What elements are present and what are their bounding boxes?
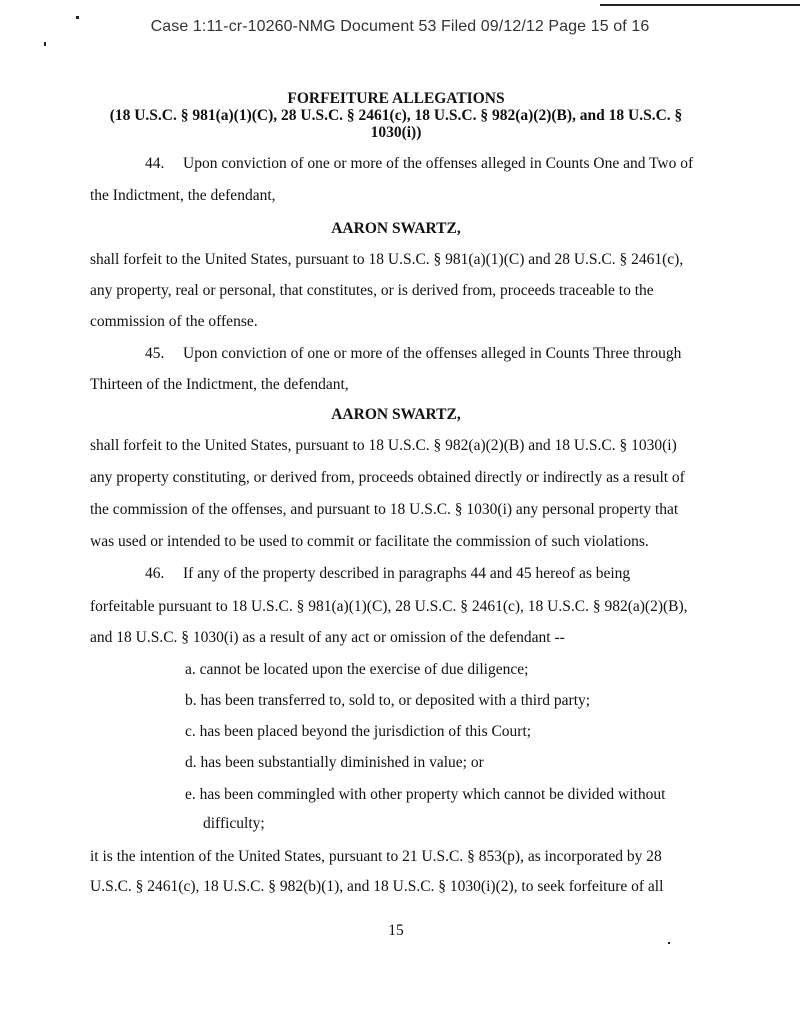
paragraph-44-line: shall forfeit to the United States, pursuant to 18 U.S.C. § 981(a)(1)(C) and 28 U.S.C. § 2461(c),: [90, 251, 684, 268]
defendant-name: AARON SWARTZ,: [331, 220, 461, 237]
list-item: c. has been placed beyond the jurisdiction of this Court;: [185, 723, 532, 740]
paragraph-45-line: shall forfeit to the United States, pursuant to 18 U.S.C. § 982(a)(2)(B) and 18 U.S.C. § 1030(i): [90, 437, 677, 454]
paragraph-45-line: Thirteen of the Indictment, the defendant,: [90, 376, 349, 393]
list-item-continuation: difficulty;: [203, 815, 265, 832]
paragraph-45-line: any property constituting, or derived from, proceeds obtained directly or indirectly as a result of: [90, 469, 685, 486]
defendant-name: AARON SWARTZ,: [331, 406, 461, 423]
section-citation-line2: 1030(i)): [370, 124, 422, 141]
paragraph-text: Upon conviction of one or more of the offenses alleged in Counts Three through: [183, 345, 682, 362]
section-citation-line1: (18 U.S.C. § 981(a)(1)(C), 28 U.S.C. § 2461(c), 18 U.S.C. § 982(a)(2)(B), and 18 U.S.C. §: [109, 107, 683, 124]
paragraph-46-line: forfeitable pursuant to 18 U.S.C. § 981(a)(1)(C), 28 U.S.C. § 2461(c), 18 U.S.C. § 982(a)(2)(B),: [90, 598, 688, 615]
paragraph-44-first-line: [145, 155, 693, 173]
list-item: d. has been substantially diminished in value; or: [185, 754, 484, 771]
paragraph-number: 45.: [145, 345, 165, 362]
list-item: e. has been commingled with other property which cannot be divided without: [185, 786, 666, 803]
scan-top-rule: [600, 4, 800, 6]
paragraph-46-line: U.S.C. § 2461(c), 18 U.S.C. § 982(b)(1), and 18 U.S.C. § 1030(i)(2), to seek forfeiture of all: [90, 878, 664, 895]
paragraph-text: If any of the property described in paragraphs 44 and 45 hereof as being: [183, 565, 631, 582]
paragraph-45-line: was used or intended to be used to commit or facilitate the commission of such violations.: [90, 533, 649, 550]
section-title: FORFEITURE ALLEGATIONS: [287, 90, 505, 107]
paragraph-44-line: the Indictment, the defendant,: [90, 187, 276, 204]
paragraph-44-line: commission of the offense.: [90, 313, 258, 330]
paragraph-number: 46.: [145, 565, 165, 582]
paragraph-44-line: any property, real or personal, that constitutes, or is derived from, proceeds traceable to the: [90, 282, 654, 299]
scan-speck: [668, 942, 670, 944]
paragraph-46-first-line: [145, 565, 630, 583]
paragraph-46-line: it is the intention of the United States, pursuant to 21 U.S.C. § 853(p), as incorporated by 28: [90, 848, 662, 865]
paragraph-45-line: the commission of the offenses, and pursuant to 18 U.S.C. § 1030(i) any personal property that: [90, 501, 679, 518]
paragraph-text: Upon conviction of one or more of the offenses alleged in Counts One and Two of: [183, 155, 694, 172]
case-header: Case 1:11-cr-10260-NMG Document 53 Filed 09/12/12 Page 15 of 16: [150, 18, 650, 35]
list-item: b. has been transferred to, sold to, or deposited with a third party;: [185, 692, 591, 709]
scan-speck: [44, 42, 46, 46]
paragraph-46-line: and 18 U.S.C. § 1030(i) as a result of any act or omission of the defendant --: [90, 629, 565, 646]
page-number: 15: [388, 922, 404, 939]
paragraph-number: 44.: [145, 155, 165, 172]
paragraph-45-first-line: [145, 345, 681, 363]
list-item: a. cannot be located upon the exercise of due diligence;: [185, 661, 529, 678]
